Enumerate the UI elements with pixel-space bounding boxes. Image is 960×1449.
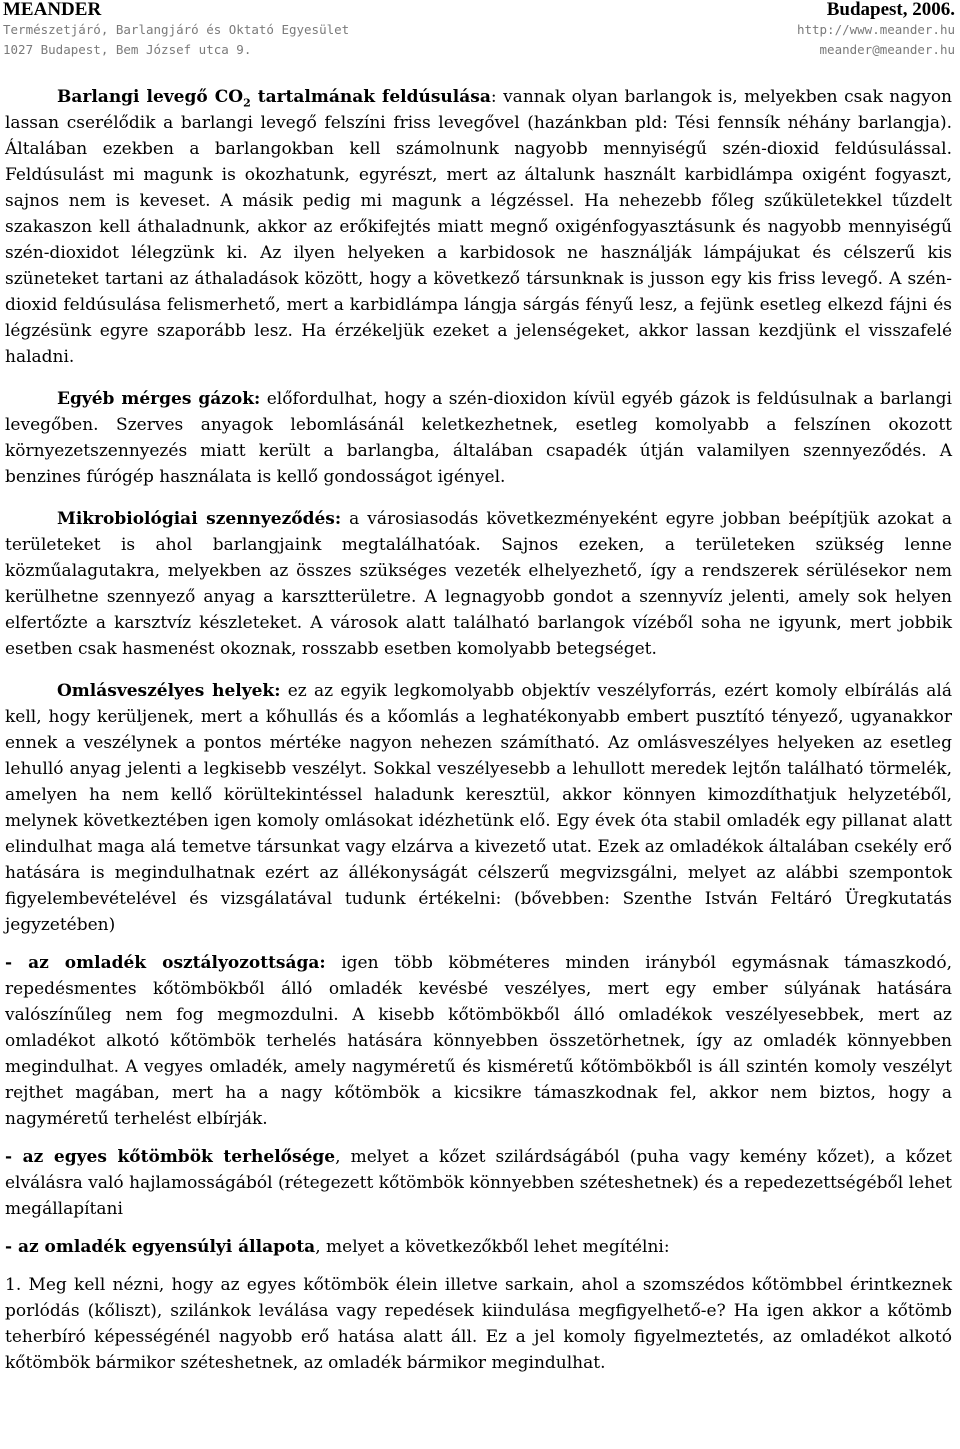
heading-balance: - az omladék egyensúlyi állapota	[5, 1237, 316, 1257]
org-address: 1027 Budapest, Bem József utca 9.	[3, 42, 252, 57]
document-body	[5, 84, 952, 1388]
website-link[interactable]: http://www.meander.hu	[796, 22, 955, 37]
text-point-1: 1. Meg kell nézni, hogy az egyes kőtömbök élein illetve sarkain, ahol a szomszédos kőtömbbel érintkeznek porlódás (kőliszt), szilánkok leválása vagy repedések kiindulása megfigyelhető-e? Ha igen akkor a kőtömb teherbíró képességénél nagyobb erő hatása alatt áll. Ez a jel komoly figyelmeztetés, az omladékot alkotó kőtömbök bármikor széteshetnek, az omladék bármikor megindulhat.	[5, 1275, 952, 1373]
letterhead-row-2	[3, 20, 955, 40]
text-gases: előfordulhat, hogy a szén-dioxidon kívül egyéb gázok is feldúsulnak a barlangi levegőben. Szerves anyagok lebomlásánál keletkezhetnek, esetleg komolyabb a felszínen okozott környezetszennyezés miatt került a barlangba, általában csapadék útján valamilyen szennyeződés. A benzines fúrógép használata is kellő gondosságot igényel.	[5, 389, 952, 487]
letterhead-row-1	[3, 0, 955, 20]
heading-co2-sub: 2	[243, 96, 251, 110]
paragraph-balance	[5, 1234, 952, 1260]
heading-co2-post: tartalmának feldúsulása	[250, 87, 491, 107]
org-name: MEANDER	[3, 0, 102, 20]
email-link[interactable]: meander@meander.hu	[819, 42, 955, 57]
heading-co2	[57, 87, 491, 110]
paragraph-co2	[5, 84, 952, 370]
paragraph-point-1	[5, 1272, 952, 1376]
heading-micro: Mikrobiológiai szennyeződés:	[57, 509, 342, 529]
paragraph-collapse	[5, 678, 952, 938]
heading-co2-pre: Barlangi levegő CO	[57, 87, 244, 107]
text-balance: , melyet a következőkből lehet megítélni:	[315, 1237, 670, 1257]
paragraph-load	[5, 1144, 952, 1222]
heading-load: - az egyes kőtömbök terhelősége	[5, 1147, 336, 1167]
letterhead-row-3	[3, 40, 955, 60]
text-load: , melyet a kőzet szilárdságából (puha vagy kemény kőzet), a kőzet elválásra való hajlamosságából (rétegezett kőtömbök könnyebben széteshetnek) és a repedezettségéből lehet megállapítani	[5, 1147, 952, 1219]
text-micro: a városiasodás következményeként egyre jobban beépítjük azokat a területeket is ahol barlangjaink megtalálhatóak. Sajnos ezeken, a területeken szükség lenne közműalagutakra, melyekben az összes szükséges vezeték elhelyezhető, így a rendszerek sérülésekor nem kerülhetne szennyező anyag a karsztterületre. A legnagyobb gondot a szennyvíz jelenti, amely sok helyen elfertőzte a karsztvíz készleteket. A városok alatt található barlangok vízéből soha ne igyunk, mert jobbik esetben csak hasmenést okoznak, rosszabb esetben komolyabb betegséget.	[5, 509, 952, 659]
paragraph-sorting	[5, 950, 952, 1132]
text-sorting: igen több köbméteres minden irányból egymásnak támaszkodó, repedésmentes kőtömbökből álló omladék kevésbé veszélyes, mert egy ember súlyának hatására valószínűleg nem fog megmozdulni. A kisebb kőtömbökből álló omladékok veszélyesebbek, mert az omladékot alkotó kőtömbök terhelés hatására könnyebben összetörhetnek, így az omladék könnyebben megindulhat. A vegyes omladék, amely nagyméretű és kisméretű kőtömbökből is áll szintén komoly veszélyt rejthet magában, mert ha a nagy kőtömbök a kicsikre támaszkodnak fel, akkor nem biztos, hogy a nagyméretű terhelést elbírják.	[5, 953, 953, 1129]
org-subtitle: Természetjáró, Barlangjáró és Oktató Egyesület	[3, 22, 350, 37]
paragraph-gases	[5, 386, 952, 490]
text-co2: : vannak olyan barlangok is, melyekben csak nagyon lassan cserélődik a barlangi levegő felszíni friss levegővel (hazánkban pld: Tési fennsík néhány barlangja). Általában ezekben a barlangokban kell számolnunk nagyobb mennyiségű szén-dioxid feldúsulással. Feldúsulást mi magunk is okozhatunk, egyrészt, mert az általunk használt karbidlámpa oxigént fogyaszt, sajnos nem is keveset. A másik pedig mi magunk a légzéssel. Ha nehezebb főleg szűkületekkel tűzdelt szakaszon kell áthaladnunk, akkor az erőkifejtés miatt megnő oxigénfogyasztásunk és nagyobb mennyiségű szén-dioxidot lélegzünk ki. Az ilyen helyeken a karbidosok ne használják lámpájukat és célszerű kis szüneteket tartani az áthaladások között, hogy a következő társunknak is jusson egy kis friss levegő. A szén-dioxid feldúsulása felismerhető, mert a karbidlámpa lángja sárgás fényű lesz, a fejünk esetleg elkezd fájni és légzésünk egyre szaporább lesz. Ha érzékeljük ezeket a jelenségeket, akkor lassan kezdjünk el visszafelé haladni.	[5, 87, 953, 367]
letterhead	[3, 0, 955, 60]
heading-collapse: Omlásveszélyes helyek:	[57, 681, 281, 701]
heading-sorting: - az omladék osztályozottsága:	[5, 953, 326, 973]
paragraph-micro	[5, 506, 952, 662]
heading-gases: Egyéb mérges gázok:	[57, 389, 261, 409]
text-collapse: ez az egyik legkomolyabb objektív veszélyforrás, ezért komoly elbírálás alá kell, hogy kerüljenek, mert a kőhullás és a kőomlás a leghatékonyabb embert pusztító tényező, ugyanakkor ennek a veszélynek a pontos mértéke nagyon nehezen számítható. Az omlásveszélyes helyeken az esetleg lehulló anyag jelenti a legkisebb veszélyt. Sokkal veszélyesebb a lehullott meredek lejtőn található törmelék, amelyen ha nem kellő körültekintéssel haladunk keresztül, akkor könnyen kimozdíthatjuk helyzetéből, melynek következtében igen komoly omlásokat idézhetünk elő. Egy évek óta stabil omladék egy pillanat alatt elindulhat maga alá temetve társunkat vagy elzárva a kivezető utat. Ezek az omladékok általában csekély erő hatására is megindulhatnak ezért az állékonyságát célszerű megvizsgálni, melyet az alábbi szempontok figyelembevételével és vizsgálatával tudunk értékelni: (bővebben: Szenthe István Feltáró Üregkutatás jegyzetében)	[5, 681, 952, 935]
place-date: Budapest, 2006.	[826, 0, 955, 20]
